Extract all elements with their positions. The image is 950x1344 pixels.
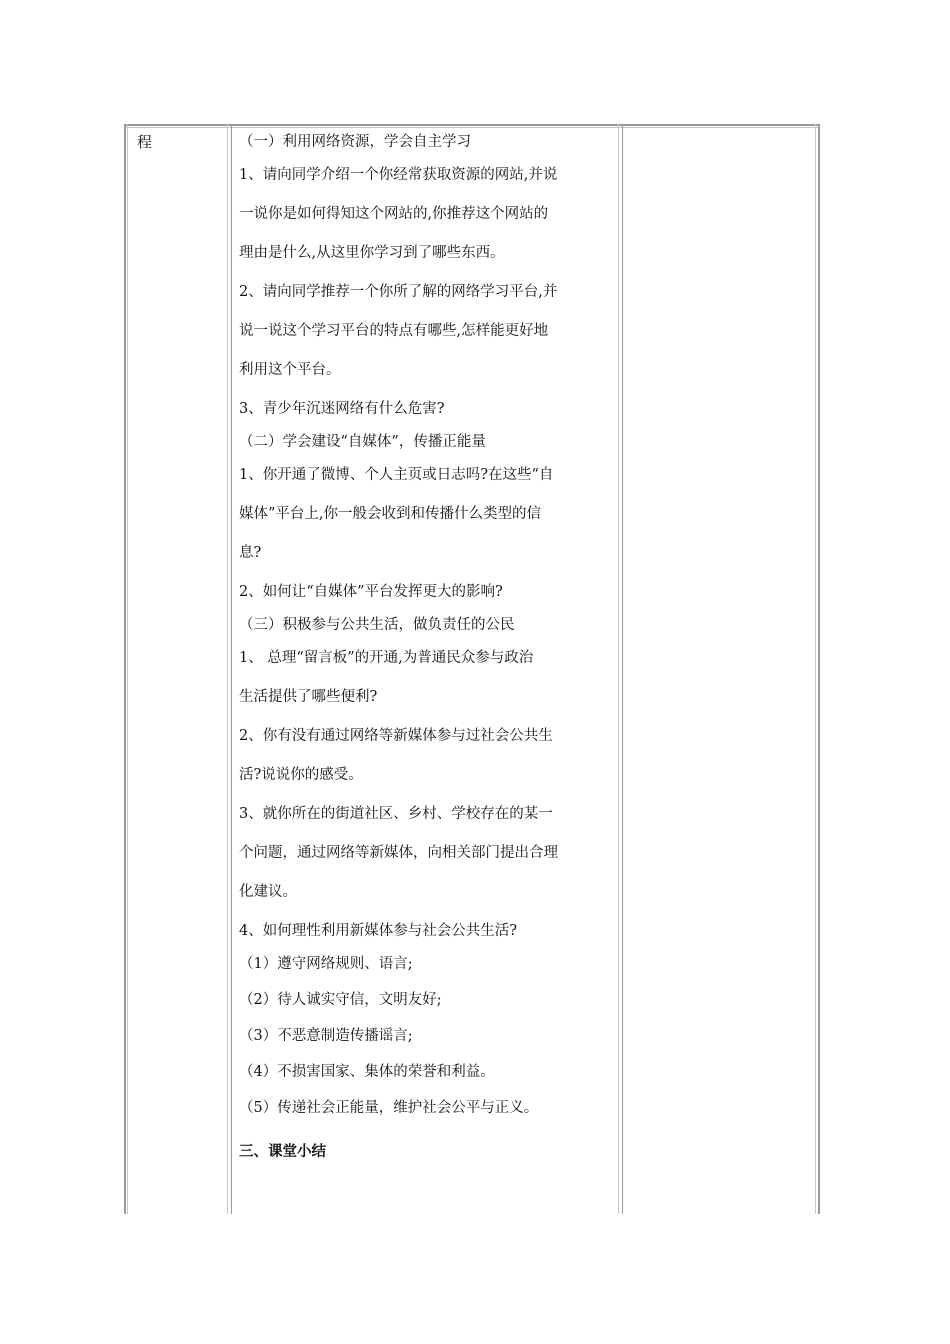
question-line: 息? <box>239 545 262 561</box>
list-item: （5）传递社会正能量，维护社会公平与正义。 <box>239 1100 539 1116</box>
row-label: 程 <box>137 133 153 151</box>
question-line: 3、青少年沉迷网络有什么危害? <box>239 401 445 417</box>
question-line: 说一说这个学习平台的特点有哪些,怎样能更好地 <box>239 323 549 339</box>
question-line: 4、如何理性利用新媒体参与社会公共生活? <box>239 923 517 939</box>
question-line: 1、 总理“留言板”的开通,为普通民众参与政治 <box>239 650 534 666</box>
list-item: （2）待人诚实守信，文明友好; <box>239 992 442 1008</box>
lesson-content-cell <box>239 132 614 1162</box>
subsection-title: （二）学会建设“自媒体”，传播正能量 <box>239 434 486 450</box>
question-line: 利用这个平台。 <box>239 362 341 378</box>
question-line: 2、你有没有通过网络等新媒体参与过社会公共生 <box>239 728 553 744</box>
list-item: （1）遵守网络规则、语言; <box>239 956 413 972</box>
question-line: 1、你开通了微博、个人主页或日志吗?在这些“自 <box>239 467 554 483</box>
table-left-border <box>124 124 128 1214</box>
question-line: 活?说说你的感受。 <box>239 767 363 783</box>
section-heading: 三、课堂小结 <box>239 1144 326 1160</box>
question-line: 2、如何让“自媒体”平台发挥更大的影响? <box>239 584 503 600</box>
question-line: 一说你是如何得知这个网站的,你推荐这个网站的 <box>239 206 549 222</box>
list-item: （3）不恶意制造传播谣言; <box>239 1028 413 1044</box>
question-line: 3、就你所在的街道社区、乡村、学校存在的某一 <box>239 806 553 822</box>
question-line: 生活提供了哪些便利? <box>239 689 378 705</box>
question-line: 化建议。 <box>239 884 297 900</box>
table-column-divider-2 <box>618 124 623 1214</box>
subsection-title: （一）利用网络资源，学会自主学习 <box>239 134 471 150</box>
table-column-divider-1 <box>227 124 232 1214</box>
table-right-border <box>815 124 820 1214</box>
question-line: 2、请向同学推荐一个你所了解的网络学习平台,并 <box>239 284 558 300</box>
question-line: 1、请向同学介绍一个你经常获取资源的网站,并说 <box>239 167 558 183</box>
question-line: 个问题，通过网络等新媒体，向相关部门提出合理 <box>239 845 558 861</box>
subsection-title: （三）积极参与公共生活，做负责任的公民 <box>239 617 515 633</box>
question-line: 媒体”平台上,你一般会收到和传播什么类型的信 <box>239 506 542 522</box>
list-item: （4）不损害国家、集体的荣誉和利益。 <box>239 1064 495 1080</box>
question-line: 理由是什么,从这里你学习到了哪些东西。 <box>239 245 505 261</box>
